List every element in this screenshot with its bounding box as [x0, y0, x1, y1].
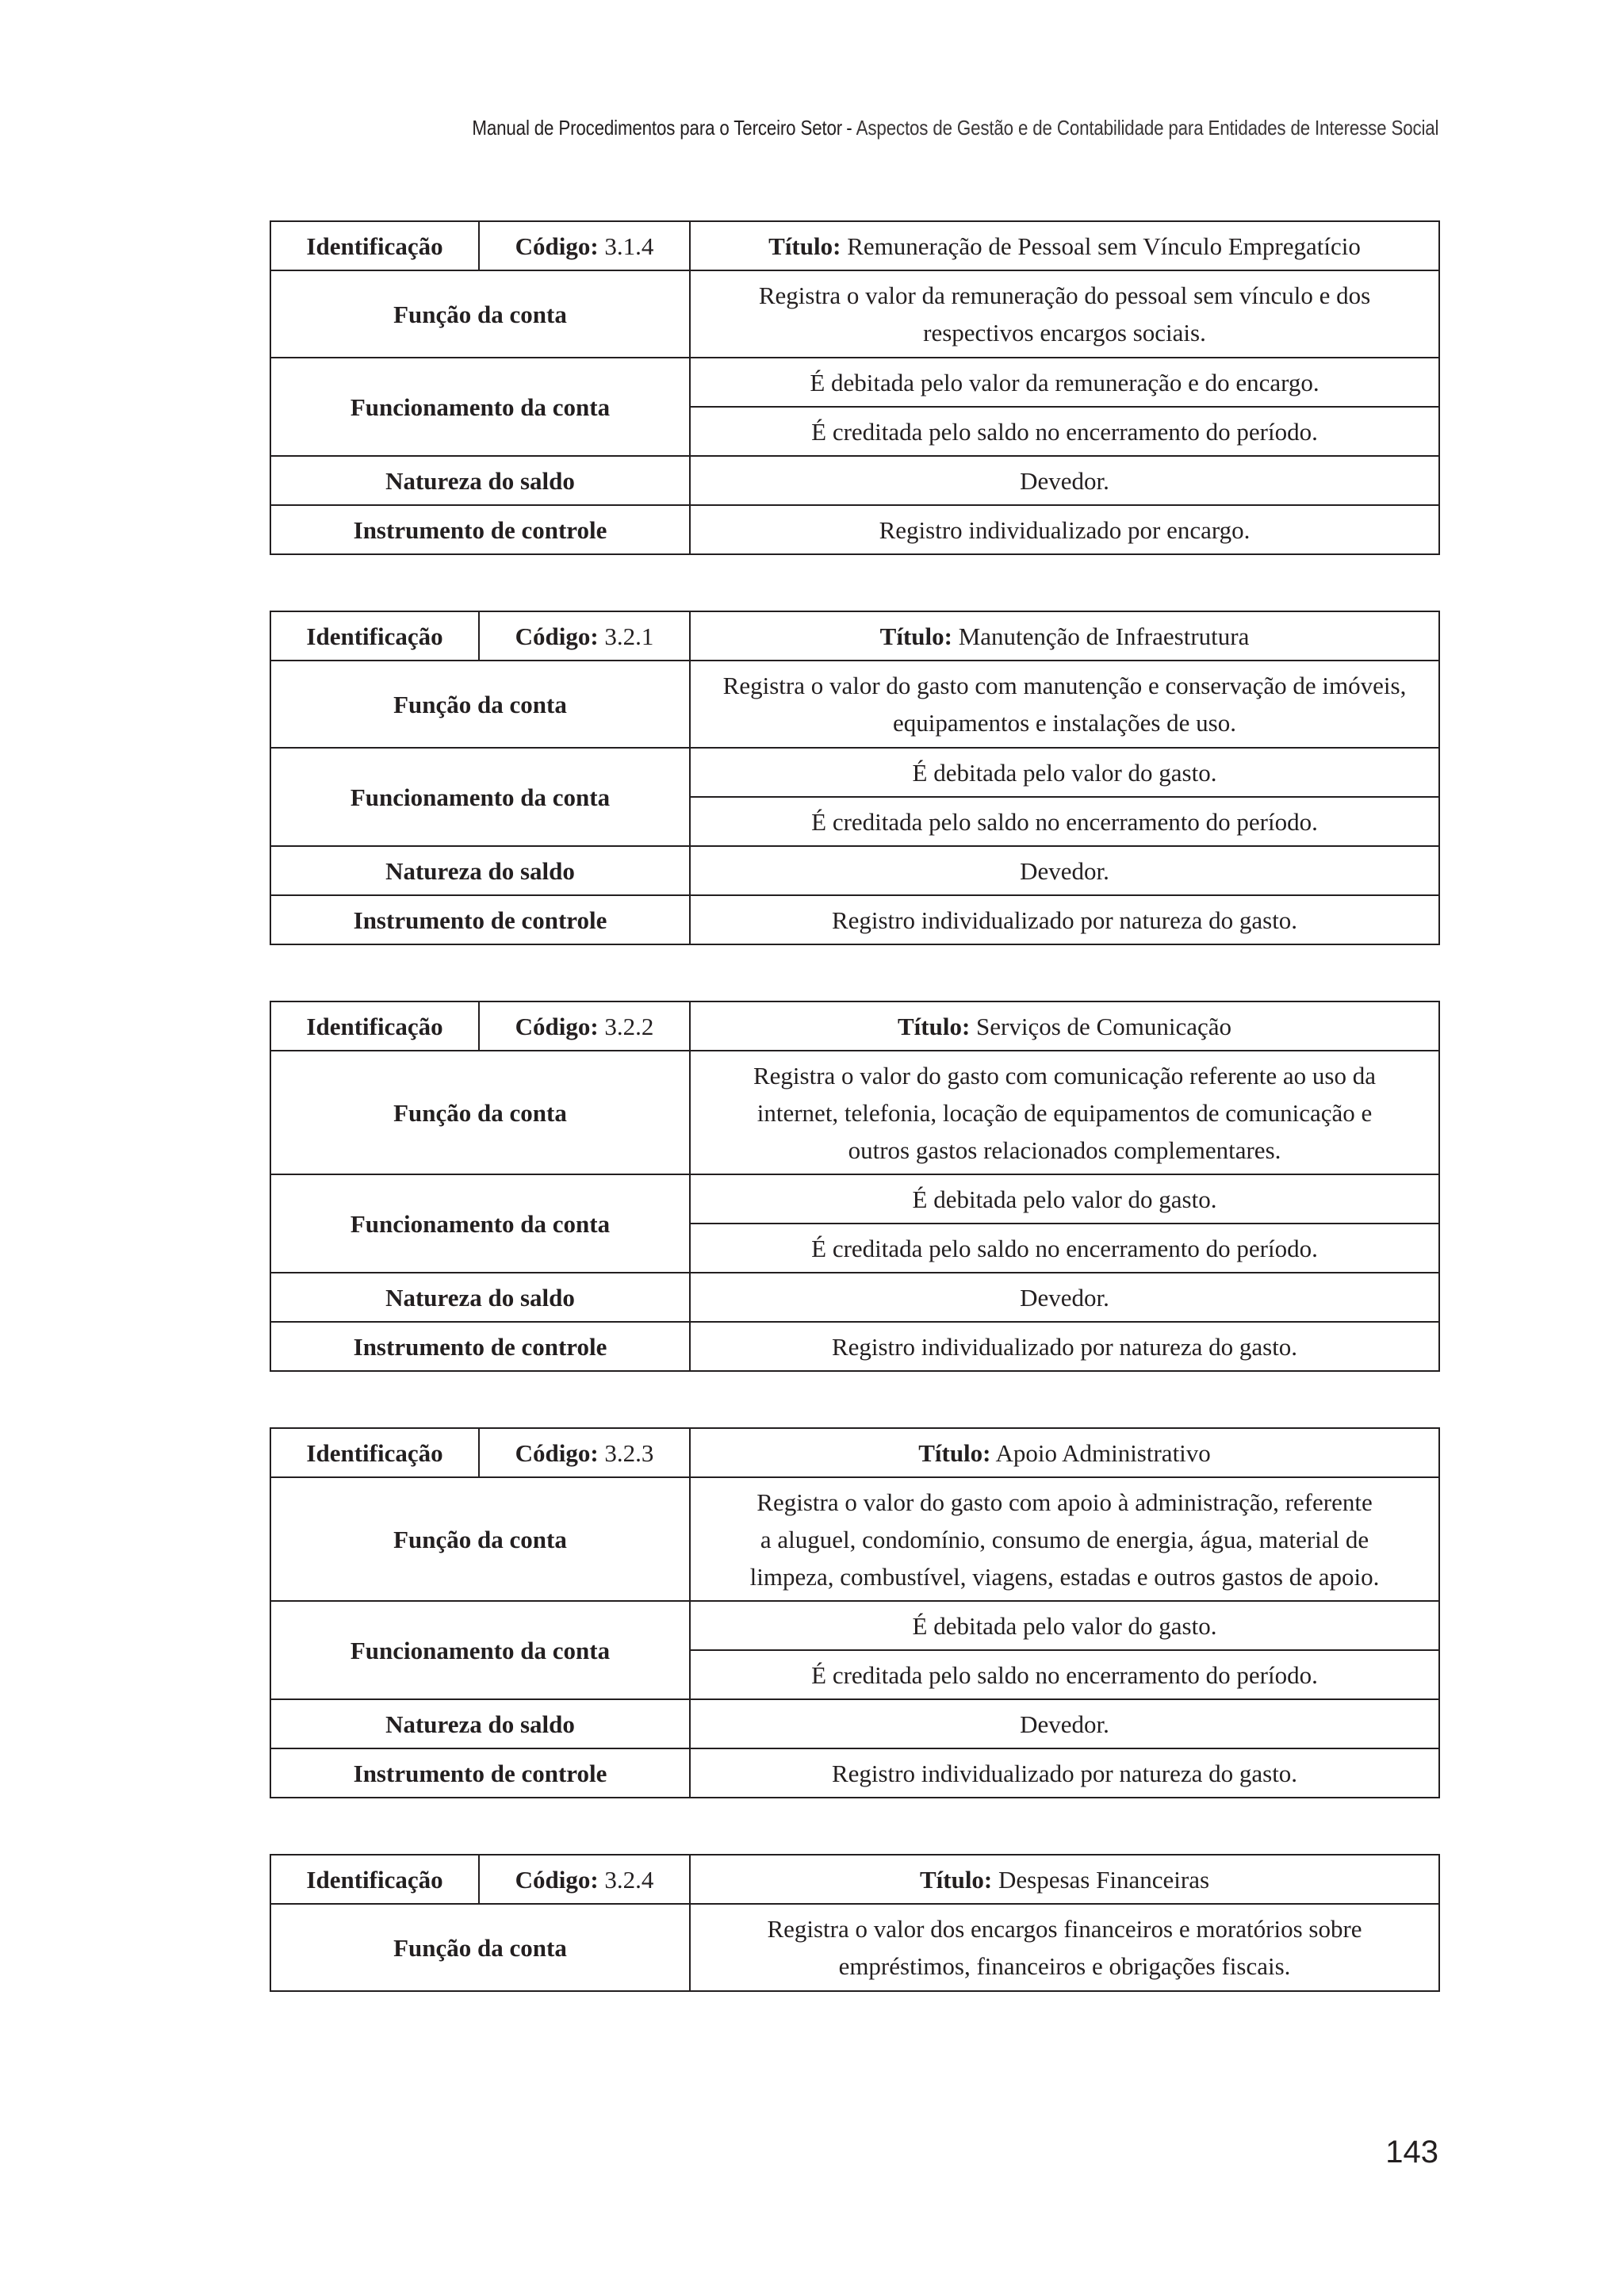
- function-value: [690, 270, 1439, 358]
- function-line: Registra o valor da remuneração do pessoal sem vínculo e dos: [758, 281, 1371, 309]
- identificacao-label: Identificação: [270, 1001, 479, 1051]
- nature-value: Devedor.: [690, 1699, 1439, 1748]
- funcao-label: Função da conta: [270, 661, 690, 748]
- identification-row: [270, 1428, 1439, 1477]
- function-line: a aluguel, condomínio, consumo de energia, água, material de: [760, 1525, 1369, 1553]
- code-cell: [479, 611, 690, 661]
- function-row: [270, 270, 1439, 358]
- function-row: [270, 1477, 1439, 1601]
- account-table-3-1-4: [270, 220, 1440, 555]
- account-table-3-2-3: [270, 1427, 1440, 1798]
- title-value: Manutenção de Infraestrutura: [958, 622, 1250, 650]
- instrumento-label: Instrumento de controle: [270, 895, 690, 944]
- control-value: Registro individualizado por natureza do gasto.: [690, 1748, 1439, 1798]
- book-title: Manual de Procedimentos para o Terceiro Setor: [472, 116, 842, 140]
- titulo-label: Título:: [897, 1012, 971, 1040]
- codigo-label: Código:: [515, 622, 599, 650]
- code-value: 3.2.3: [604, 1438, 654, 1467]
- function-row: [270, 1051, 1439, 1174]
- natureza-label: Natureza do saldo: [270, 456, 690, 505]
- funcao-label: Função da conta: [270, 270, 690, 358]
- function-line: internet, telefonia, locação de equipamentos de comunicação e: [756, 1098, 1373, 1127]
- code-value: 3.1.4: [604, 232, 654, 260]
- nature-value: Devedor.: [690, 1273, 1439, 1322]
- funcionamento-label: Funcionamento da conta: [270, 1601, 690, 1699]
- identificacao-label: Identificação: [270, 221, 479, 270]
- title-cell: [690, 1855, 1439, 1904]
- function-value: [690, 661, 1439, 748]
- code-cell: [479, 1855, 690, 1904]
- funcionamento-label: Funcionamento da conta: [270, 358, 690, 456]
- code-cell: [479, 1428, 690, 1477]
- code-value: 3.2.4: [604, 1865, 654, 1894]
- function-value: [690, 1477, 1439, 1601]
- function-line: empréstimos, financeiros e obrigações fiscais.: [838, 1952, 1291, 1980]
- debit-value: É debitada pelo valor da remuneração e do encargo.: [690, 358, 1439, 407]
- debit-row: [270, 1601, 1439, 1650]
- function-line: outros gastos relacionados complementares.: [848, 1136, 1281, 1164]
- code-value: 3.2.2: [604, 1012, 654, 1040]
- credit-value: É creditada pelo saldo no encerramento do período.: [690, 1650, 1439, 1699]
- titulo-label: Título:: [918, 1438, 991, 1467]
- identificacao-label: Identificação: [270, 1855, 479, 1904]
- control-row: [270, 1748, 1439, 1798]
- debit-row: [270, 1174, 1439, 1224]
- account-table-3-2-2: [270, 1001, 1440, 1372]
- nature-value: Devedor.: [690, 846, 1439, 895]
- account-table-3-2-4: [270, 1854, 1440, 1992]
- funcionamento-label: Funcionamento da conta: [270, 748, 690, 846]
- function-line: limpeza, combustível, viagens, estadas e outros gastos de apoio.: [749, 1562, 1380, 1591]
- identificacao-label: Identificação: [270, 1428, 479, 1477]
- title-value: Apoio Administrativo: [995, 1438, 1211, 1467]
- natureza-label: Natureza do saldo: [270, 846, 690, 895]
- natureza-label: Natureza do saldo: [270, 1699, 690, 1748]
- funcionamento-label: Funcionamento da conta: [270, 1174, 690, 1273]
- title-cell: [690, 1001, 1439, 1051]
- identification-row: [270, 1855, 1439, 1904]
- codigo-label: Código:: [515, 1438, 599, 1467]
- codigo-label: Código:: [515, 1012, 599, 1040]
- titulo-label: Título:: [919, 1865, 993, 1894]
- function-row: [270, 661, 1439, 748]
- control-value: Registro individualizado por encargo.: [690, 505, 1439, 554]
- title-value: Remuneração de Pessoal sem Vínculo Empregatício: [847, 232, 1361, 260]
- control-row: [270, 505, 1439, 554]
- function-value: [690, 1904, 1439, 1991]
- book-subtitle: Aspectos de Gestão e de Contabilidade para Entidades de Interesse Social: [856, 116, 1438, 140]
- funcao-label: Função da conta: [270, 1051, 690, 1174]
- code-cell: [479, 1001, 690, 1051]
- instrumento-label: Instrumento de controle: [270, 505, 690, 554]
- title-cell: [690, 1428, 1439, 1477]
- nature-row: [270, 456, 1439, 505]
- title-cell: [690, 221, 1439, 270]
- function-line: Registra o valor do gasto com apoio à administração, referente: [756, 1488, 1373, 1516]
- debit-value: É debitada pelo valor do gasto.: [690, 1174, 1439, 1224]
- title-value: Despesas Financeiras: [998, 1865, 1210, 1894]
- title-cell: [690, 611, 1439, 661]
- credit-value: É creditada pelo saldo no encerramento do período.: [690, 797, 1439, 846]
- title-value: Serviços de Comunicação: [976, 1012, 1231, 1040]
- function-line: equipamentos e instalações de uso.: [892, 709, 1237, 737]
- funcao-label: Função da conta: [270, 1904, 690, 1991]
- code-cell: [479, 221, 690, 270]
- codigo-label: Código:: [515, 232, 599, 260]
- function-line: Registra o valor dos encargos financeiros e moratórios sobre: [767, 1915, 1362, 1943]
- debit-row: [270, 748, 1439, 797]
- function-value: [690, 1051, 1439, 1174]
- credit-value: É creditada pelo saldo no encerramento do período.: [690, 407, 1439, 456]
- control-value: Registro individualizado por natureza do gasto.: [690, 1322, 1439, 1371]
- titulo-label: Título:: [879, 622, 952, 650]
- instrumento-label: Instrumento de controle: [270, 1322, 690, 1371]
- codigo-label: Código:: [515, 1865, 599, 1894]
- identification-row: [270, 221, 1439, 270]
- natureza-label: Natureza do saldo: [270, 1273, 690, 1322]
- function-line: respectivos encargos sociais.: [923, 319, 1206, 347]
- nature-row: [270, 1273, 1439, 1322]
- control-row: [270, 1322, 1439, 1371]
- nature-value: Devedor.: [690, 456, 1439, 505]
- code-value: 3.2.1: [604, 622, 654, 650]
- function-line: Registra o valor do gasto com comunicação referente ao uso da: [753, 1061, 1377, 1090]
- debit-row: [270, 358, 1439, 407]
- page-number: 143: [1385, 2135, 1438, 2170]
- debit-value: É debitada pelo valor do gasto.: [690, 748, 1439, 797]
- identification-row: [270, 1001, 1439, 1051]
- nature-row: [270, 1699, 1439, 1748]
- titulo-label: Título:: [768, 232, 841, 260]
- instrumento-label: Instrumento de controle: [270, 1748, 690, 1798]
- header-separator: -: [845, 116, 852, 140]
- credit-value: É creditada pelo saldo no encerramento do período.: [690, 1224, 1439, 1273]
- funcao-label: Função da conta: [270, 1477, 690, 1601]
- identification-row: [270, 611, 1439, 661]
- running-header: [472, 116, 1438, 140]
- function-row: [270, 1904, 1439, 1991]
- control-value: Registro individualizado por natureza do gasto.: [690, 895, 1439, 944]
- account-table-3-2-1: [270, 611, 1440, 945]
- nature-row: [270, 846, 1439, 895]
- control-row: [270, 895, 1439, 944]
- debit-value: É debitada pelo valor do gasto.: [690, 1601, 1439, 1650]
- identificacao-label: Identificação: [270, 611, 479, 661]
- function-line: Registra o valor do gasto com manutenção e conservação de imóveis,: [722, 672, 1407, 699]
